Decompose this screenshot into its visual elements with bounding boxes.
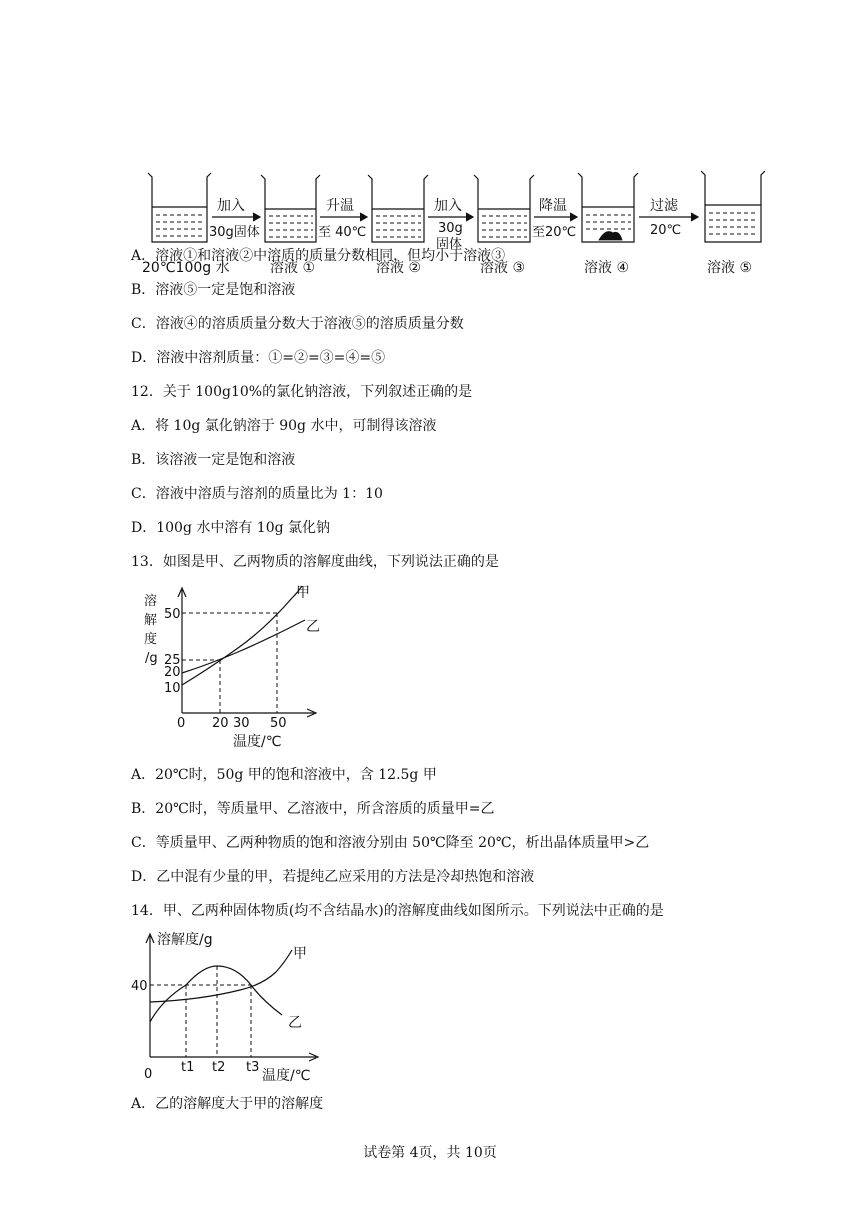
series-yi-curve — [182, 620, 305, 673]
y-label-char: 度 — [144, 632, 158, 647]
q14-solubility-graph — [130, 926, 330, 1086]
step-label: 20℃ — [650, 223, 682, 238]
q12-stem: 12．关于 100g10%的氯化钠溶液，下列叙述正确的是 — [131, 384, 473, 400]
q12-option-a: A．将 10g 氯化钠溶于 90g 水中，可制得该溶液 — [131, 418, 437, 434]
q13-option-c: C．等质量甲、乙两种物质的饱和溶液分别由 50℃降至 20℃，析出晶体质量甲>乙 — [131, 835, 650, 851]
x-tick-label: 50 — [270, 716, 287, 731]
beaker-water — [148, 173, 211, 242]
y-tick-label: 25 — [164, 653, 181, 668]
beaker-solution-4 — [578, 173, 638, 242]
step-label: 加入 — [217, 198, 245, 214]
beaker-solution-2 — [368, 175, 428, 242]
y-label-char: 溶 — [144, 594, 158, 609]
series-label-yi: 乙 — [288, 1015, 302, 1031]
step-label: 30g — [438, 221, 463, 236]
x-axis-label: 温度/℃ — [262, 1068, 311, 1084]
series-label-jia: 甲 — [293, 946, 307, 962]
step-label: 固体 — [436, 237, 463, 252]
x-tick-label: t2 — [212, 1060, 226, 1075]
q13-option-d: D．乙中混有少量的甲，若提纯乙应采用的方法是冷却热饱和溶液 — [131, 869, 535, 885]
y-tick-label: 10 — [164, 681, 181, 696]
beaker-label: 溶液 ⑤ — [707, 260, 753, 276]
arrow-icon — [212, 213, 698, 221]
x-tick-label: 20 — [212, 716, 229, 731]
series-jia-curve — [182, 586, 302, 685]
step-label: 加入 — [434, 198, 462, 214]
q13-stem: 13．如图是甲、乙两物质的溶解度曲线，下列说法正确的是 — [131, 554, 499, 570]
q14-stem: 14．甲、乙两种固体物质(均不含结晶水)的溶解度曲线如图所示。下列说法中正确的是 — [131, 903, 664, 919]
process-diagram — [0, 100, 860, 340]
series-label-yi: 乙 — [306, 619, 320, 635]
beaker-solution-1 — [261, 175, 320, 242]
step-label: 降温 — [539, 198, 567, 214]
y-tick-label: 20 — [164, 665, 181, 680]
beaker-label: 20℃100g 水 — [142, 260, 230, 276]
beaker-label: 溶液 ① — [270, 260, 316, 276]
q11-option-a: A．溶液①和溶液②中溶质的质量分数相同，但均小于溶液③ — [131, 248, 506, 264]
q13-solubility-graph — [136, 580, 336, 750]
step-label: 30g固体 — [209, 225, 260, 240]
q11-option-b: B．溶液⑤一定是饱和溶液 — [131, 282, 296, 298]
step-label: 至20℃ — [532, 225, 577, 240]
q13-option-a: A．20℃时，50g 甲的饱和溶液中，含 12.5g 甲 — [131, 767, 437, 783]
step-label: 过滤 — [650, 198, 678, 214]
x-tick-label: t1 — [181, 1060, 195, 1075]
x-tick-label: 0 — [177, 716, 186, 731]
step-label: 升温 — [326, 198, 354, 214]
q12-option-c: C．溶液中溶质与溶剂的质量比为 1：10 — [131, 486, 383, 502]
q11-option-c: C．溶液④的溶质质量分数大于溶液⑤的溶质质量分数 — [131, 316, 464, 332]
x-tick-label: 30 — [233, 716, 250, 731]
series-jia-curve — [150, 950, 292, 1002]
origin-label: 0 — [144, 1067, 153, 1082]
q14-option-a: A．乙的溶解度大于甲的溶解度 — [131, 1096, 324, 1112]
y-tick-label: 50 — [164, 607, 181, 622]
q12-option-d: D．100g 水中溶有 10g 氯化钠 — [131, 520, 331, 536]
q11-option-d: D．溶液中溶剂质量：①=②=③=④=⑤ — [131, 350, 386, 366]
series-label-jia: 甲 — [296, 585, 310, 601]
beaker-solution-3 — [474, 175, 534, 242]
y-tick-label: 40 — [131, 979, 148, 994]
q12-option-b: B．该溶液一定是饱和溶液 — [131, 452, 296, 468]
series-yi-curve — [150, 966, 282, 1022]
q13-option-b: B．20℃时，等质量甲、乙溶液中，所含溶质的质量甲=乙 — [131, 801, 495, 817]
x-axis-label: 温度/℃ — [233, 734, 282, 750]
beaker-label: 溶液 ④ — [584, 260, 630, 276]
y-label-char: /g — [145, 651, 158, 666]
step-label: 至 40℃ — [318, 225, 367, 240]
beaker-label: 溶液 ③ — [480, 260, 526, 276]
x-tick-label: t3 — [246, 1060, 260, 1075]
y-axis-label: 溶解度/g — [157, 932, 213, 948]
beaker-label: 溶液 ② — [376, 260, 422, 276]
page-footer: 试卷第 4页，共 10页 — [363, 1145, 497, 1161]
beaker-solution-5 — [701, 171, 765, 242]
y-label-char: 解 — [144, 613, 158, 628]
